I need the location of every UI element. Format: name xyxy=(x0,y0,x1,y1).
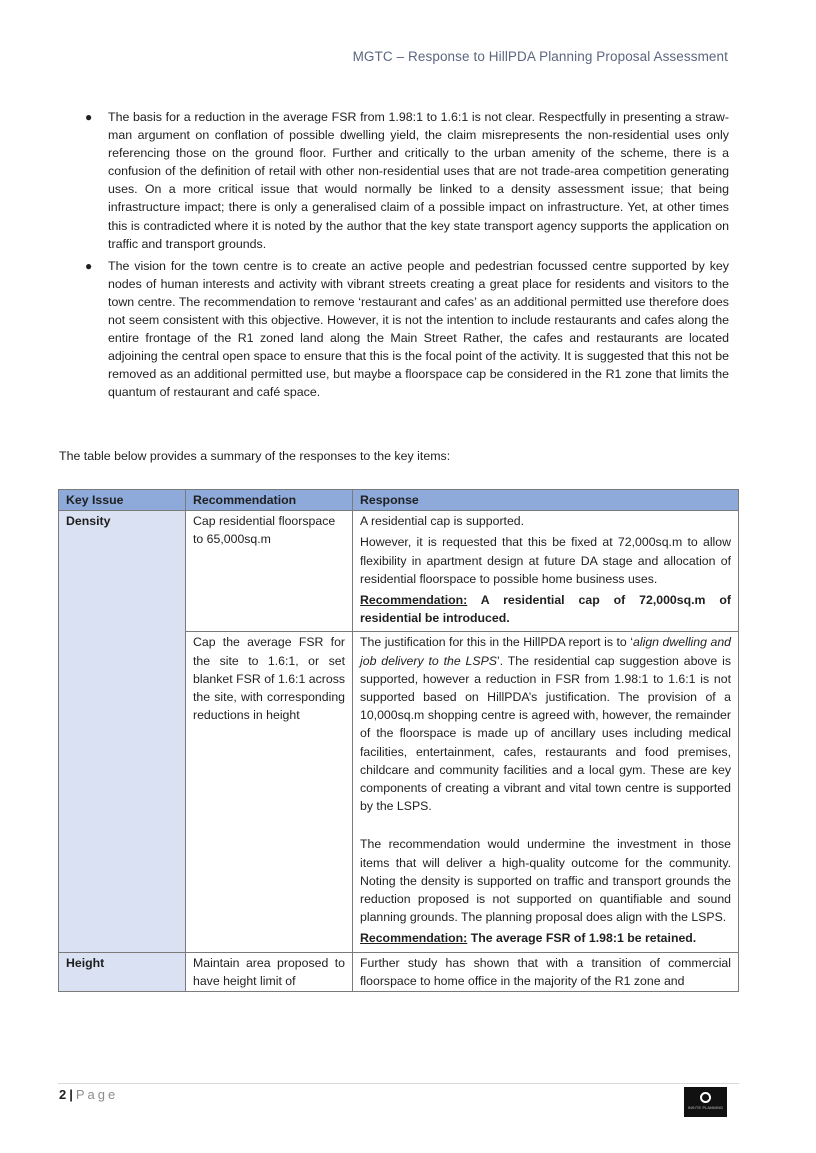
bullet-dot: ● xyxy=(85,258,93,273)
recommendation-text: The average FSR of 1.98:1 be retained. xyxy=(467,931,697,946)
page-separator: | xyxy=(69,1087,73,1102)
bullet-item xyxy=(85,257,729,402)
bullet-dot: ● xyxy=(85,110,93,124)
response-recommendation xyxy=(360,929,731,947)
summary-table xyxy=(58,489,739,992)
response-cell: Further study has shown that with a transition of commercial floorspace to home office in the majority of the R1 zone and xyxy=(353,952,739,991)
response-cell xyxy=(353,511,739,632)
table-intro: The table below provides a summary of the responses to the key items: xyxy=(59,449,451,463)
bullet-item xyxy=(85,108,729,253)
response-paragraph xyxy=(360,633,731,815)
response-paragraph: The recommendation would undermine the investment in those items that will deliver a high-quality outcome for the community. Noting the density is supported on traffic and transport grounds the reduction proposed is not supported on quantifiable and sound planning grounds. The planning proposal does align with the LSPS. xyxy=(360,837,731,925)
response-italic-text: align dwelling and job delivery to the LSPS xyxy=(360,635,731,668)
issue-density: Density xyxy=(59,511,186,952)
table-header-row xyxy=(59,490,739,511)
page-word: Page xyxy=(75,1087,119,1102)
recommendation-cell: Cap residential floorspace to 65,000sq.m xyxy=(186,511,353,632)
response-text: The justification for this in the HillPDA report is to ‘ xyxy=(360,635,634,650)
recommendation-text: A residential cap of 72,000sq.m of residential be introduced. xyxy=(360,593,731,626)
recommendation-cell: Maintain area proposed to have height limit of xyxy=(186,952,353,991)
recommendation-cell: Cap the average FSR for the site to 1.6:1, or set blanket FSR of 1.6:1 across the site, with corresponding reductions in height xyxy=(186,632,353,952)
header-response: Response xyxy=(353,490,739,511)
logo-mark-icon xyxy=(700,1092,711,1103)
company-logo xyxy=(684,1087,727,1117)
header-recommendation: Recommendation xyxy=(186,490,353,511)
header-title: MGTC – Response to HillPDA Planning Proposal Assessment xyxy=(352,49,728,64)
bullet-text: The basis for a reduction in the average FSR from 1.98:1 to 1.6:1 is not clear. Respectfully in presenting a straw-man argument on conflation of possible dwelling yield, the claim misrepresents the non-residential uses only referencing those on the ground floor. Further and critically to the urban amenity of the scheme, there is a confusion of the definition of retail with other non-residential uses that are not trade-area competition generating uses. On a more critical issue that would normally be linked to a density assessment issue; that being infrastructure impact; there is only a generalised claim of a possible impact on infrastructure. Yet, at other times this is contradicted where it is noted by the author that the key state transport agency supports the application on traffic and transport grounds. xyxy=(108,110,729,251)
response-paragraph: A residential cap is supported. xyxy=(360,514,525,529)
table-row xyxy=(59,511,739,632)
response-text: ’. The residential cap suggestion above is supported, however a reduction in FSR from 1.98:1 to 1.6:1 is not supported based on HillPDA’s justification. The provision of a 10,000sq.m shopping centre is agreed with, however, the remainder of the floorspace is made up of ancillary uses including medical facilities, entertainment, cafes, restaurants and food premises, childcare and community facilities and a local gym. These are key components of creating a vibrant and vital town centre is supported by the LSPS. xyxy=(360,653,731,814)
page-number-value: 2 xyxy=(59,1087,67,1102)
issue-height: Height xyxy=(59,952,186,991)
footer-divider xyxy=(58,1083,739,1084)
table-row xyxy=(59,952,739,991)
response-recommendation xyxy=(360,591,731,627)
bullet-list xyxy=(85,108,729,406)
response-cell xyxy=(353,632,739,952)
recommendation-label: Recommendation: xyxy=(360,931,468,946)
bullet-text: The vision for the town centre is to create an active people and pedestrian focussed centre supported by key nodes of human interests and activity with vibrant streets creating a great place for residents and visitors to the town centre. The recommendation to remove ‘restaurant and cafes’ as an additional permitted use therefore does not seem consistent with this objective. However, it is not the intention to include restaurants and cafes along the entire frontage of the R1 zoned land along the Main Street Rather, the cafes and restaurants are located adjoining the central open space to ensure that this is the focal point of the activity. It is suggested that this not be removed as an additional permitted use, but maybe a floorspace cap be considered in the R1 zone that limits the quantum of restaurant and café space. xyxy=(108,258,729,400)
recommendation-label: Recommendation: xyxy=(360,593,468,608)
logo-text: INSITE PLANNING xyxy=(687,1106,724,1110)
header-key-issue: Key Issue xyxy=(59,490,186,511)
response-paragraph: However, it is requested that this be fixed at 72,000sq.m to allow flexibility in apartment design at future DA stage and allocation of residential floorspace to possible home business uses. xyxy=(360,535,731,586)
page-number xyxy=(59,1087,118,1102)
